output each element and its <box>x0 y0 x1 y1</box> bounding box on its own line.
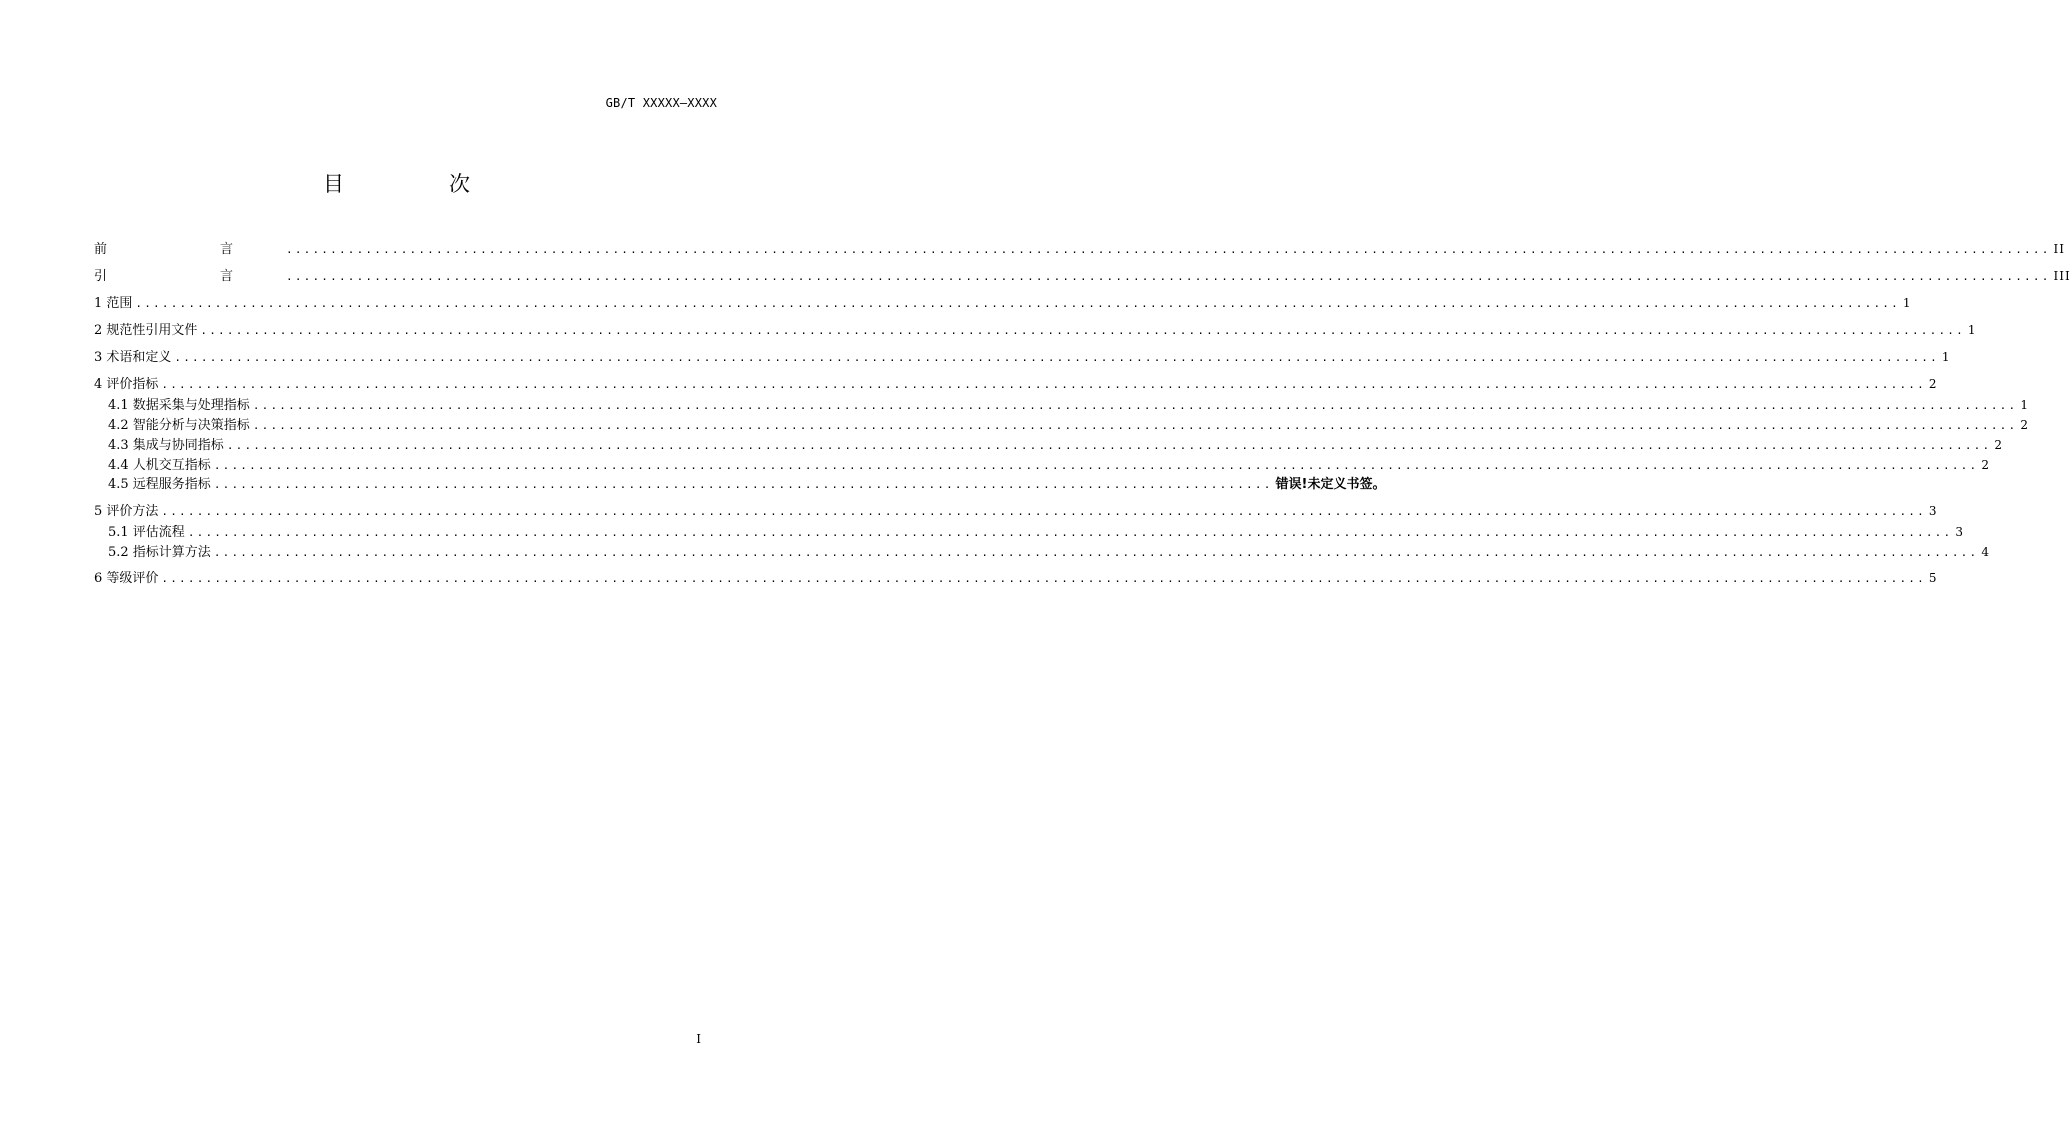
toc-entry-page-number: 1 <box>1902 296 1912 310</box>
toc-leader-dots: ........................................................................................................................................................................................................ <box>161 505 1926 518</box>
toc-leader-dots: ........................................................................................................................................................................................................ <box>252 399 2018 412</box>
toc-entry-page-number: III <box>2053 269 2071 283</box>
footer-page-number: I <box>696 1032 701 1046</box>
toc-entry-page-number: 1 <box>1941 350 1951 364</box>
toc-entry-page-number: 2 <box>2020 418 2029 432</box>
toc-entry-label: 6 等级评价 <box>94 571 159 586</box>
toc-entry-label: 4 评价指标 <box>94 377 159 392</box>
toc-entry[interactable] <box>94 416 2029 436</box>
toc-entry-page-number: 2 <box>1981 458 1990 472</box>
toc-entry-label: 5.2 指标计算方法 <box>108 545 211 560</box>
toc-entry[interactable] <box>94 476 1386 496</box>
toc-leader-dots: ........................................................................................................................................................................................................ <box>213 459 1979 472</box>
toc-leader-dots: ........................................................................................................................................................................................................ <box>135 297 1900 310</box>
header-standard-code: GB/T XXXXX—XXXX <box>605 96 717 110</box>
toc-leader-dots: ........................................................................................................................ <box>213 478 1273 491</box>
toc-entry[interactable] <box>94 240 2066 261</box>
toc-entry-label: 2 规范性引用文件 <box>94 323 198 338</box>
toc-entry-label: 4.3 集成与协同指标 <box>108 438 224 453</box>
toc-entry-label: 3 术语和定义 <box>94 350 172 365</box>
toc-entry[interactable] <box>94 348 1951 369</box>
toc-entry[interactable] <box>94 436 2003 456</box>
toc-entry[interactable] <box>94 396 2029 416</box>
toc-leader-dots: ........................................................................................................................................................................................................ <box>226 439 1992 452</box>
toc-entry[interactable] <box>94 543 1990 563</box>
page-title: 目 次 <box>323 172 512 196</box>
toc-entry-label: 5.1 评估流程 <box>108 525 185 540</box>
toc-leader-dots: ........................................................................................................................................................................................................ <box>286 270 2051 283</box>
toc-leader-dots: ........................................................................................................................................................................................................ <box>161 378 1926 391</box>
toc-entry-label: 4.5 远程服务指标 <box>108 477 211 492</box>
toc-entry-label: 引 言 <box>94 269 284 284</box>
toc-entry[interactable] <box>94 375 1938 396</box>
toc-entry-page-number: 2 <box>1928 377 1938 391</box>
toc-entry[interactable] <box>94 321 1977 342</box>
toc-entry[interactable] <box>94 523 1964 543</box>
toc-entry-page-number: II <box>2053 242 2066 256</box>
toc-leader-dots: ........................................................................................................................................................................................................ <box>286 243 2051 256</box>
toc-leader-dots: ........................................................................................................................................................................................................ <box>252 419 2018 432</box>
toc-entry[interactable] <box>94 456 1990 476</box>
toc-leader-dots: ........................................................................................................................................................................................................ <box>161 572 1926 585</box>
toc-entry-label: 5 评价方法 <box>94 504 159 519</box>
toc-entry[interactable] <box>94 569 1938 590</box>
toc-entry[interactable] <box>94 502 1938 523</box>
toc-entry-page-number: 2 <box>1994 438 2003 452</box>
table-of-contents <box>94 240 2071 590</box>
toc-entry-label: 4.4 人机交互指标 <box>108 458 211 473</box>
toc-entry-label: 4.2 智能分析与决策指标 <box>108 418 250 433</box>
toc-entry[interactable] <box>94 294 1912 315</box>
toc-leader-dots: ........................................................................................................................................................................................................ <box>200 324 1965 337</box>
toc-entry-page-number: 1 <box>2020 398 2029 412</box>
toc-entry-error-text: 错误!未定义书签。 <box>1275 477 1386 492</box>
toc-entry-page-number: 1 <box>1967 323 1977 337</box>
toc-entry-page-number: 3 <box>1928 504 1938 518</box>
toc-entry-page-number: 5 <box>1928 571 1938 585</box>
toc-entry-label: 1 范围 <box>94 296 133 311</box>
toc-entry-label: 前 言 <box>94 242 284 257</box>
toc-leader-dots: ........................................................................................................................................................................................................ <box>213 546 1979 559</box>
toc-leader-dots: ........................................................................................................................................................................................................ <box>174 351 1939 364</box>
toc-entry-label: 4.1 数据采集与处理指标 <box>108 398 250 413</box>
toc-entry-page-number: 4 <box>1981 545 1990 559</box>
toc-entry-page-number: 3 <box>1955 525 1964 539</box>
toc-leader-dots: ........................................................................................................................................................................................................ <box>187 526 1953 539</box>
toc-entry[interactable] <box>94 267 2071 288</box>
